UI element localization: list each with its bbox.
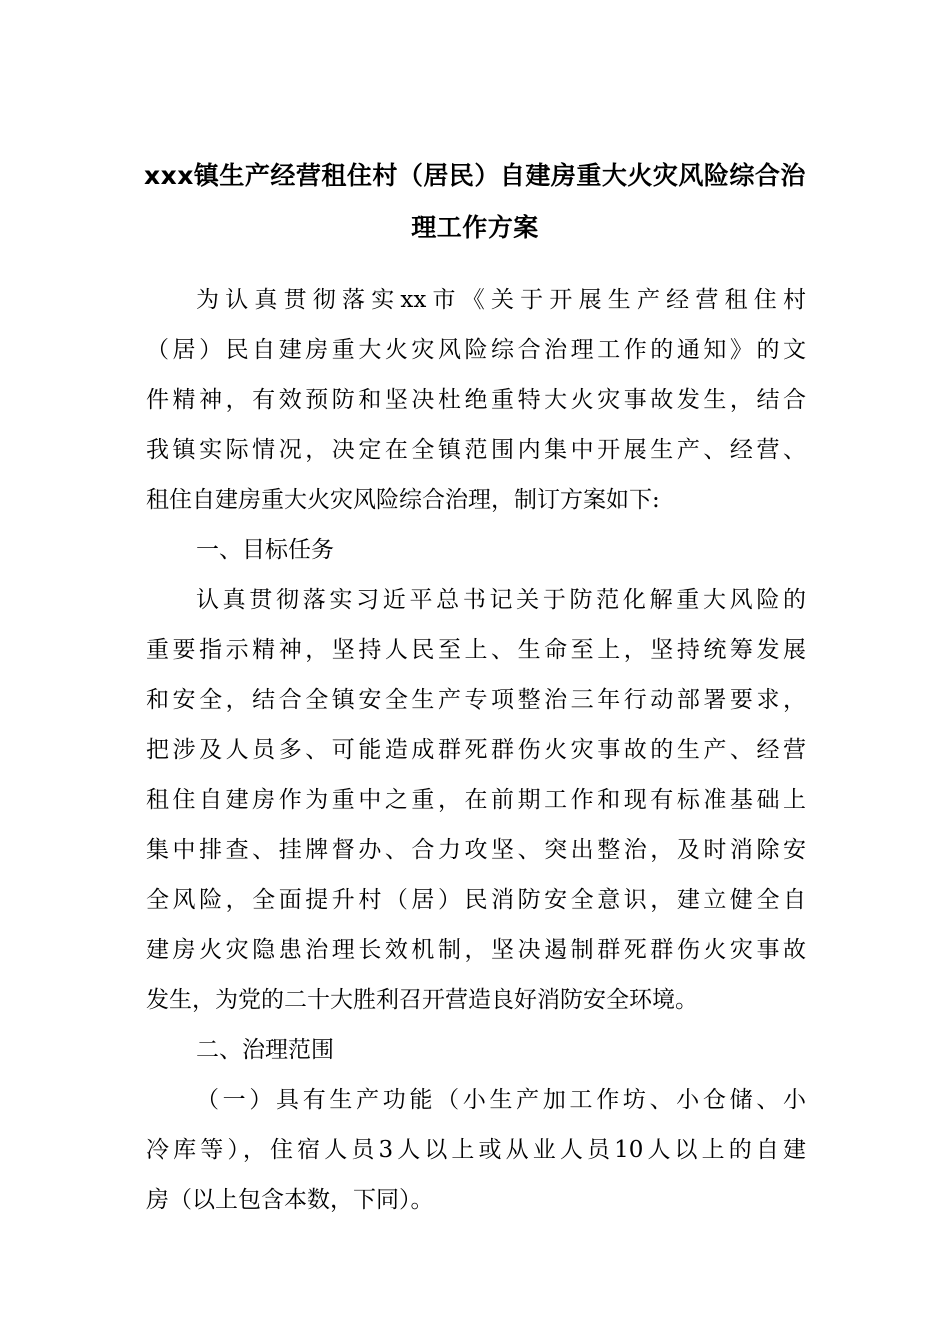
section1-line: 重要指示精神，坚持人民至上、生命至上，坚持统筹发展	[146, 637, 806, 663]
intro-line: 租住自建房重大火灾风险综合治理，制订方案如下:	[146, 487, 660, 513]
intro-line: 我镇实际情况，决定在全镇范围内集中开展生产、经营、	[146, 437, 806, 463]
section-heading-1: 一、目标任务	[196, 537, 334, 563]
section2-line: 冷库等），住宿人员3人以上或从业人员10人以上的自建	[146, 1137, 806, 1163]
document-title	[120, 150, 830, 254]
intro-line: （居）民自建房重大火灾风险综合治理工作的通知》的文	[146, 337, 806, 363]
intro-line: 件精神，有效预防和坚决杜绝重特大火灾事故发生，结合	[146, 387, 806, 413]
section1-line: 租住自建房作为重中之重，在前期工作和现有标准基础上	[146, 787, 806, 813]
section2-line: 房（以上包含本数，下同）。	[146, 1187, 434, 1213]
section2-line: （一）具有生产功能（小生产加工作坊、小仓储、小	[196, 1087, 806, 1113]
section1-line: 全风险，全面提升村（居）民消防安全意识，建立健全自	[146, 887, 806, 913]
section-heading-2: 二、治理范围	[196, 1037, 334, 1063]
section1-line: 发生，为党的二十大胜利召开营造良好消防安全环境。	[146, 987, 698, 1013]
section1-line: 和安全，结合全镇安全生产专项整治三年行动部署要求，	[146, 687, 806, 713]
title-line-2: 理工作方案	[411, 213, 539, 242]
section1-line: 认真贯彻落实习近平总书记关于防范化解重大风险的	[196, 587, 806, 613]
section1-line: 建房火灾隐患治理长效机制，坚决遏制群死群伤火灾事故	[146, 937, 806, 963]
intro-line: 为认真贯彻落实xx市《关于开展生产经营租住村	[196, 287, 806, 313]
title-line-1: xxx镇生产经营租住村（居民）自建房重大火灾风险综合治	[144, 161, 806, 190]
section1-line: 集中排查、挂牌督办、合力攻坚、突出整治，及时消除安	[146, 837, 806, 863]
section1-line: 把涉及人员多、可能造成群死群伤火灾事故的生产、经营	[146, 737, 806, 763]
